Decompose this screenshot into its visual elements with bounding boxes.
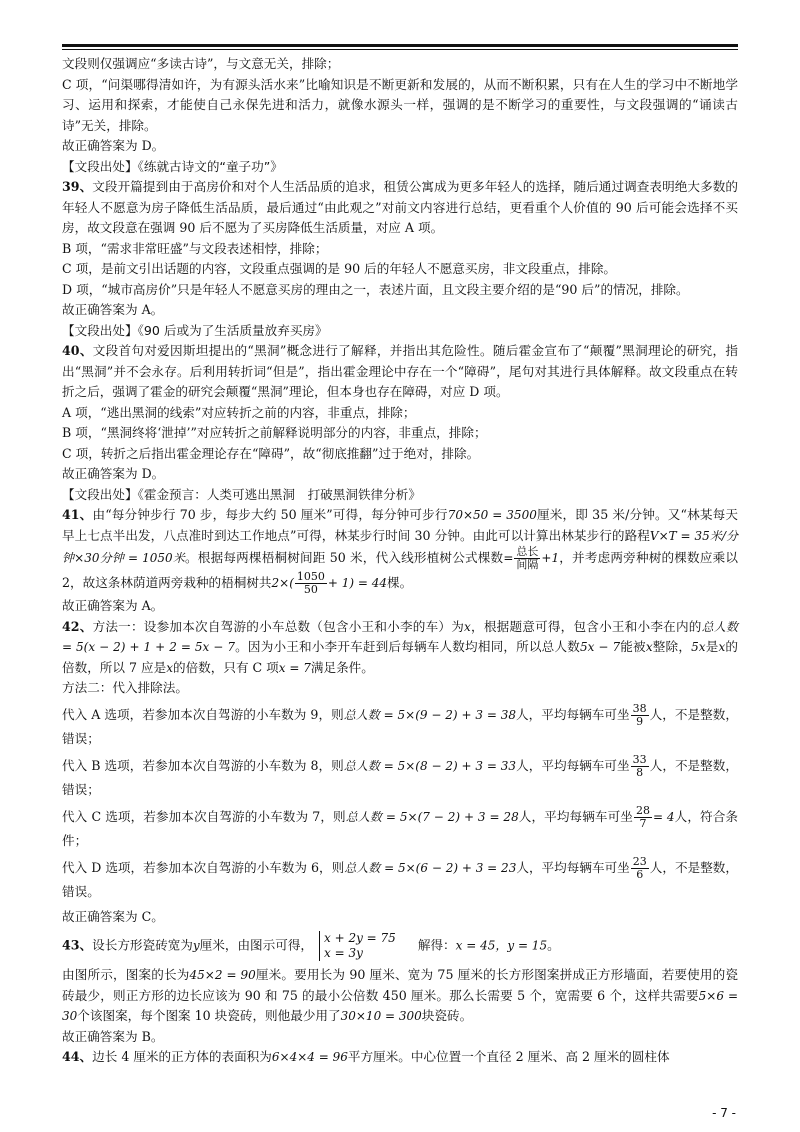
option-a bbox=[62, 703, 738, 750]
page-number: - 7 - bbox=[712, 1106, 736, 1120]
answer-line: 故正确答案为 D。 bbox=[62, 138, 165, 153]
fraction bbox=[634, 805, 652, 830]
source-line: 【文段出处】《练就古诗文的“童子功”》 bbox=[62, 158, 283, 174]
text-run: 代入 B 选项，若参加本次自驾游的小车数为 8，则 bbox=[62, 757, 344, 773]
fraction-denominator: 6 bbox=[636, 867, 644, 881]
text-run: 的倍数，所以 7 应是 bbox=[62, 639, 739, 675]
question-number: 41、 bbox=[62, 507, 93, 522]
text-line: 文段则仅强调应“多读古诗”，与文意无关，排除； bbox=[62, 56, 340, 71]
math-equals: = bbox=[503, 551, 514, 565]
answer-line: 故正确答案为 C。 bbox=[62, 908, 164, 924]
fraction-numerator: 33 bbox=[632, 752, 647, 766]
fraction-denominator: 7 bbox=[639, 816, 647, 830]
text-run: 边长 4 厘米的正方体的表面积为 bbox=[92, 1049, 272, 1064]
math-expression: 45×2 = 90 bbox=[189, 968, 256, 982]
math-expression: x = 7 bbox=[278, 660, 311, 675]
equation-system bbox=[319, 931, 396, 961]
math-expression: V×T = 35米/分钟×30分钟 = 1050米 bbox=[62, 528, 738, 565]
text-run: 由“每分钟步行 70 步，每步大约 50 厘米”可得，每分钟可步行 bbox=[92, 507, 448, 522]
fraction-numerator: 23 bbox=[632, 854, 647, 868]
text-run: 。 bbox=[547, 937, 560, 953]
text-run: 满足条件。 bbox=[310, 659, 374, 675]
fraction-numerator: 总长 bbox=[516, 545, 539, 558]
text-run: 个该图案，每个图案 10 块瓷砖，则他最少用了 bbox=[77, 1008, 341, 1023]
fraction bbox=[631, 703, 649, 728]
option-b bbox=[62, 754, 738, 801]
math-expression: 总人数 = 5×(7 − 2) + 3 = 28 bbox=[345, 809, 519, 824]
text-run: 人，平均每辆车可坐 bbox=[516, 757, 630, 773]
text-run: 块瓷砖。 bbox=[421, 1008, 473, 1023]
math-expression: 总人数 = 5×(6 − 2) + 3 = 23 bbox=[344, 860, 517, 875]
text-run: 设长方形瓷砖宽为 bbox=[92, 937, 193, 953]
math-expression: 5x bbox=[691, 640, 706, 654]
math-expression: 6×4×4 = 96 bbox=[271, 1050, 348, 1064]
fraction bbox=[631, 754, 649, 779]
math-var: x bbox=[166, 660, 173, 675]
math-var: y bbox=[192, 938, 200, 953]
question-43 bbox=[62, 931, 738, 961]
text-run: 人，平均每辆车可坐 bbox=[518, 808, 633, 824]
fraction-denominator: 8 bbox=[636, 765, 644, 779]
text-run: 平方厘米。中心位置一个直径 2 厘米、高 2 厘米的圆柱体 bbox=[347, 1049, 670, 1064]
math-expression: 2×( bbox=[271, 576, 294, 590]
question-39 bbox=[62, 177, 738, 239]
text-run: 厘米，即 35 米/分钟。又“林某每天早上七点半出发，八点准时到达工作地点”可得，林某步行时间 30 分钟。由此可以计算出林某步行的路程 bbox=[62, 507, 738, 543]
text-run: 能被 bbox=[620, 639, 646, 654]
fraction-numerator: 38 bbox=[632, 701, 647, 715]
math-var: x bbox=[464, 619, 471, 634]
question-number: 44、 bbox=[62, 1049, 93, 1064]
question-40 bbox=[62, 341, 738, 403]
math-expression: + 1) = 44 bbox=[327, 576, 388, 590]
text-paragraph bbox=[62, 965, 738, 1027]
math-expression: 总人数 = 5×(8 − 2) + 3 = 33 bbox=[343, 758, 517, 773]
text-run: 人，不是整数，错误。 bbox=[62, 859, 739, 899]
math-expression: 总人数 = 5×(9 − 2) + 3 = 38 bbox=[343, 707, 516, 722]
header-rule-thin bbox=[62, 49, 738, 50]
answer-line: 故正确答案为 A。 bbox=[62, 302, 164, 317]
question-42 bbox=[62, 617, 738, 679]
text-run: 厘米。要用长为 90 厘米、宽为 75 厘米的长方形图案拼成正方形墙面，若要使用的瓷砖最少，则正方形的边长应该为 90 和 75 的最小公倍数 450 厘米。那么长需要 5 个，宽需要 6 个，这样共需要 bbox=[62, 967, 738, 1003]
question-44 bbox=[62, 1047, 738, 1068]
fraction-numerator: 1050 bbox=[296, 570, 325, 583]
answer-line: 故正确答案为 A。 bbox=[62, 598, 164, 613]
text-run: ，根据题意可得，包含小王和小李在内的 bbox=[470, 618, 702, 634]
source-line: 【文段出处】《90 后或为了生活质量放弃买房》 bbox=[62, 322, 328, 338]
equation-1: x + 2y = 75 bbox=[324, 931, 396, 945]
document-body bbox=[62, 54, 738, 1068]
text-run: 人，平均每辆车可坐 bbox=[516, 859, 630, 875]
text-paragraph: C 项，“问渠哪得清如许，为有源头活水来”比喻知识是不断更新和发展的，从而不断积累，只有在人生的学习中不断地学习、运用和探索，才能使自己永保先进和活力，就像水源头一样，强调的是不断学习的重要性，与文段强调的“诵读古诗”无关，排除。 bbox=[62, 76, 738, 133]
text-run: 人，不是整数，错误； bbox=[62, 757, 739, 797]
text-run: 人，平均每辆车可坐 bbox=[516, 706, 630, 722]
text-run: 人，不是整数，错误； bbox=[62, 706, 739, 746]
fraction bbox=[631, 856, 649, 881]
option-b: B 项，“需求非常旺盛”与文段表述相悖，排除； bbox=[62, 240, 328, 256]
math-expression: = 4 bbox=[652, 809, 675, 824]
math-var: x bbox=[645, 640, 653, 654]
math-expression: 5x − 7 bbox=[580, 640, 621, 654]
method-title: 方法二：代入排除法。 bbox=[62, 680, 188, 695]
math-expression: 30×10 = 300 bbox=[340, 1009, 422, 1023]
answer-line: 故正确答案为 B。 bbox=[62, 1028, 164, 1044]
fraction-numerator: 28 bbox=[635, 803, 650, 817]
text-run: 。因为小王和小李开车赶到后每辆车人数均相同，所以总人数 bbox=[234, 639, 581, 654]
text-run: 是 bbox=[705, 639, 719, 654]
text-run: 整除， bbox=[652, 639, 692, 654]
text-run: 解得： bbox=[417, 937, 456, 953]
math-var: x bbox=[718, 640, 726, 654]
fraction-denominator: 间隔 bbox=[516, 558, 539, 571]
option-a: A 项，“逃出黑洞的线索”对应转折之前的内容，非重点，排除； bbox=[62, 404, 416, 420]
text-run: 厘米，由图示可得， bbox=[199, 937, 313, 953]
option-c: C 项，是前文引出话题的内容，文段重点强调的是 90 后的年轻人不愿意买房，非文段重点，排除。 bbox=[62, 261, 617, 276]
text-run: 人，符合条件； bbox=[62, 808, 739, 848]
text-run: 代入 D 选项，若参加本次自驾游的小车数为 6，则 bbox=[62, 859, 345, 875]
option-d bbox=[62, 856, 738, 903]
answer-line: 故正确答案为 D。 bbox=[62, 466, 165, 481]
fraction bbox=[514, 546, 540, 571]
text-run: 棵。 bbox=[387, 575, 413, 590]
fraction-denominator: 50 bbox=[303, 583, 318, 596]
question-41 bbox=[62, 505, 738, 596]
text-run: 方法一：设参加本次自驾游的小车总数（包含小王和小李的车）为 bbox=[92, 618, 465, 634]
header-rule-thick bbox=[62, 44, 738, 47]
text-run: 代入 A 选项，若参加本次自驾游的小车数为 9，则 bbox=[62, 706, 344, 722]
source-line: 【文段出处】《霍金预言：人类可逃出黑洞 打破黑洞铁律分析》 bbox=[62, 486, 421, 502]
text-run: ，并考虑两旁种树的棵数应乘以 2，故这条林荫道两旁栽种的梧桐树共 bbox=[62, 550, 738, 590]
math-plus-one: +1 bbox=[541, 551, 560, 565]
math-expression: 总人数 = 5(x − 2) + 1 + 2 = 5x − 7 bbox=[62, 619, 739, 654]
text-run: 代入 C 选项，若参加本次自驾游的小车数为 7，则 bbox=[62, 808, 346, 824]
question-number: 40、 bbox=[62, 343, 93, 358]
question-number: 43、 bbox=[62, 937, 93, 953]
question-number: 39、 bbox=[62, 179, 93, 194]
option-c bbox=[62, 805, 738, 852]
text-run: 的倍数，只有 C 项 bbox=[172, 659, 279, 675]
question-number: 42、 bbox=[62, 618, 93, 634]
text-run: 由图所示，图案的长为 bbox=[62, 967, 190, 982]
fraction-denominator: 9 bbox=[636, 714, 644, 728]
question-text: 文段开篇提到由于高房价和对个人生活品质的追求，租赁公寓成为更多年轻人的选择，随后通过调查表明绝大多数的年轻人不愿意为房子降低生活品质，最后通过“由此观之”对前文内容进行总结，更看重个人价值的 90 后可能会选择不买房，故文段意在强调 90 后不愿为了买房降低生活质量，对应 A 项。 bbox=[62, 179, 739, 235]
option-d: D 项，“城市高房价”只是年轻人不愿意买房的理由之一，表述片面，且文段主要介绍的是“90 后”的情况，排除。 bbox=[62, 281, 689, 297]
math-expression: 5×6 = 30 bbox=[62, 988, 738, 1023]
math-expression: x = 45，y = 15 bbox=[455, 938, 548, 953]
equation-2: x = 3y bbox=[324, 946, 363, 960]
question-text: 文段首句对爱因斯坦提出的“黑洞”概念进行了解释，并指出其危险性。随后霍金宣布了“颠覆”黑洞理论的研究，指出“黑洞”并不会永存。后利用转折词“但是”，指出霍金理论中存在一个“障碍”，尾句对其进行具体解释。故文段重点在转折之后，强调了霍金的研究会颠覆“黑洞”理论，但本身也存在障碍，对应 D 项。 bbox=[62, 343, 738, 399]
fraction bbox=[295, 571, 327, 596]
option-b: B 项，“黑洞终将‘泄掉’”对应转折之前解释说明部分的内容，非重点，排除； bbox=[62, 425, 487, 440]
text-run: 。根据每两棵梧桐树间距 50 米，代入线形植树公式棵数 bbox=[185, 550, 504, 565]
math-expression: 70×50 = 3500 bbox=[447, 508, 537, 522]
option-c: C 项，转折之后指出霍金理论存在“障碍”，故“彻底推翻”过于绝对，排除。 bbox=[62, 445, 480, 461]
